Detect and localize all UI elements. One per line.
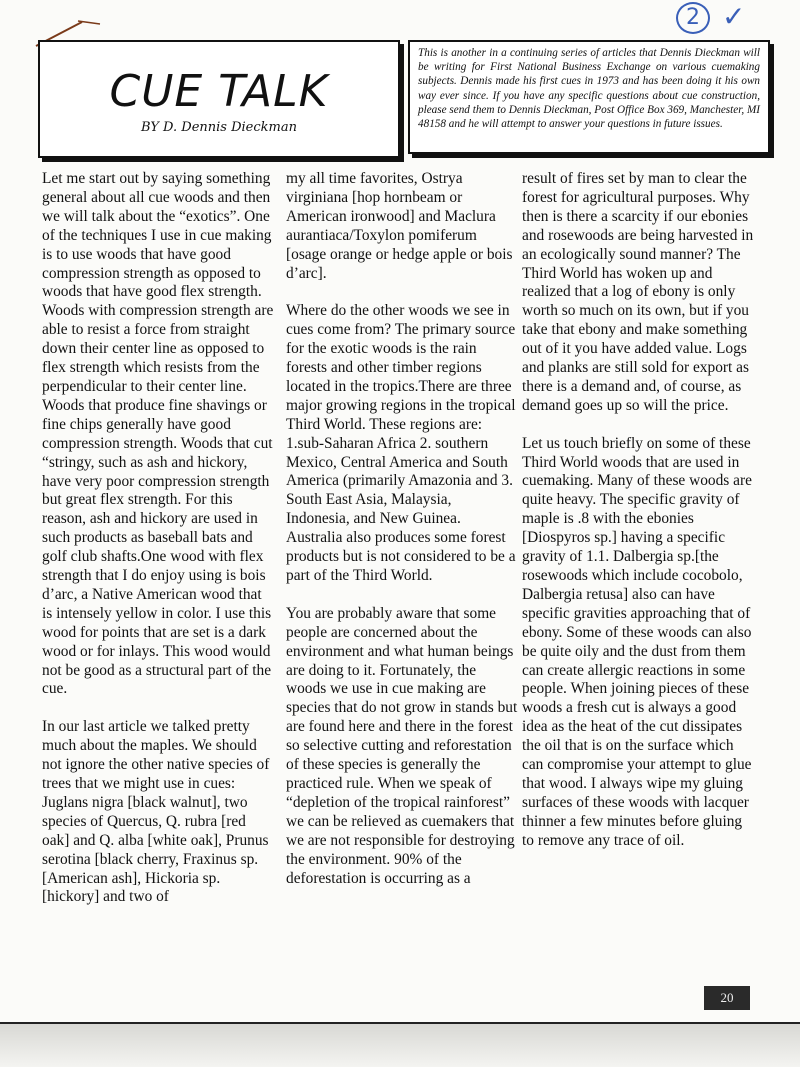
title-box <box>38 40 400 158</box>
byline: BY D. Dennis Dieckman <box>141 120 297 135</box>
intro-text: This is another in a continuing series of articles that Dennis Dieckman will be writing for First National Business Exchange on various cuemaking subjects. Dennis made his first cues in 1973 and has been doing it his own way ever since. If you have any specific questions about cue construction, please send them to Dennis Dieckman, Post Office Box 369, Manchester, MI 48158 and he will attempt to answer your questions in future issues. <box>418 47 760 131</box>
paragraph: result of fires set by man to clear the forest for agricultural purposes. Why then is there a scarcity if our ebonies and rosewoods are being harvested in an ecologically sound manner? The Third World has woken up and realized that a log of ebony is only worth so much on its own, but if you take that ebony and make something out of it you have added value. Logs and planks are still sold for export as there is a demand and, of course, as demand goes up so will the price. <box>522 170 754 414</box>
column-2 <box>286 170 518 907</box>
scan-edge <box>0 1024 800 1067</box>
page-number: 20 <box>704 986 750 1010</box>
check-mark-icon: ✓ <box>722 0 746 33</box>
circled-number: 2 <box>676 2 710 34</box>
column-1 <box>42 170 274 926</box>
paragraph: my all time favorites, Ostrya virginiana [hop hornbeam or American ironwood] and Maclura aurantiaca/Toxylon pomiferum [osage orange or hedge apple or bois d’arc]. <box>286 170 513 282</box>
paragraph: Let us touch briefly on some of these Third World woods that are used in cuemaking. Many of these woods are quite heavy. The specific gravity of maple is .8 with the ebonies [Diospyros sp.] having a specific gravity of 1.1. Dalbergia sp.[the rosewoods which include cocobolo, Dalbergia retusa] also can have specific gravities approaching that of ebony. Some of these woods can also be quite oily and the dust from them can create allergic reactions in some people. When joining pieces of these woods a fresh cut is always a good idea as the heat of the cut dissipates the oil that is on the surface which can compromise your attempt to glue that wood. I always wipe my gluing surfaces of these woods with lacquer thinner a few minutes before gluing to remove any trace of oil. <box>522 434 752 849</box>
intro-box <box>408 40 770 154</box>
article-title: CUE TALK <box>109 66 329 117</box>
paragraph: Let me start out by saying something general about all cue woods and then we will talk about the “exotics”. One of the techniques I use in cue making is to use woods that have good compression strength as opposed to woods that have good flex strength. Woods with compression strength are able to resist a force from straight down their center line as opposed to flex strength which resists from the perpendicular to their center line. Woods that produce fine shavings or fine chips generally have good compression strength. Woods that cut “stringy, such as ash and hickory, have very poor compression strength but great flex strength. For this reason, ash and hickory are used in such products as baseball bats and golf club shafts.One wood with flex strength that I do enjoy using is bois d’arc, a Native American wood that is intensely yellow in color. I use this wood for points that are set is a dark wood or for inlays. This wood would not be good as a structural part of the cue. <box>42 170 274 698</box>
paragraph: You are probably aware that some people are concerned about the environment and what human beings are doing to it. Fortunately, the woods we use in cue making are species that do not grow in stands but are found here and there in the forest so selective cutting and reforestation of these species is generally the practiced rule. When we speak of “depletion of the tropical rainforest” we can be relieved as cuemakers that we are not responsible for destroying the environment. 90% of the deforestation is occurring as a <box>286 604 518 887</box>
handwritten-page-mark <box>676 2 712 36</box>
paragraph: Where do the other woods we see in cues come from? The primary source for the exotic woods is the rain forests and other timber regions located in the tropics.There are three major growing regions in the tropical Third World. These regions are: 1.sub-Saharan Africa 2. southern Mexico, Central America and South America (primarily Amazonia and 3. South East Asia, Malaysia, Indonesia, and New Guinea. Australia also produces some forest products but is not considered to be a part of the Third World. <box>286 302 516 585</box>
column-3 <box>522 170 754 870</box>
paragraph: In our last article we talked pretty much about the maples. We should not ignore the other native species of trees that we might use in cues: Juglans nigra [black walnut], two species of Quercus, Q. rubra [red oak] and Q. alba [white oak], Prunus serotina [black cherry, Fraxinus sp. [American ash], Hickoria sp. [hickory] and two of <box>42 718 270 906</box>
